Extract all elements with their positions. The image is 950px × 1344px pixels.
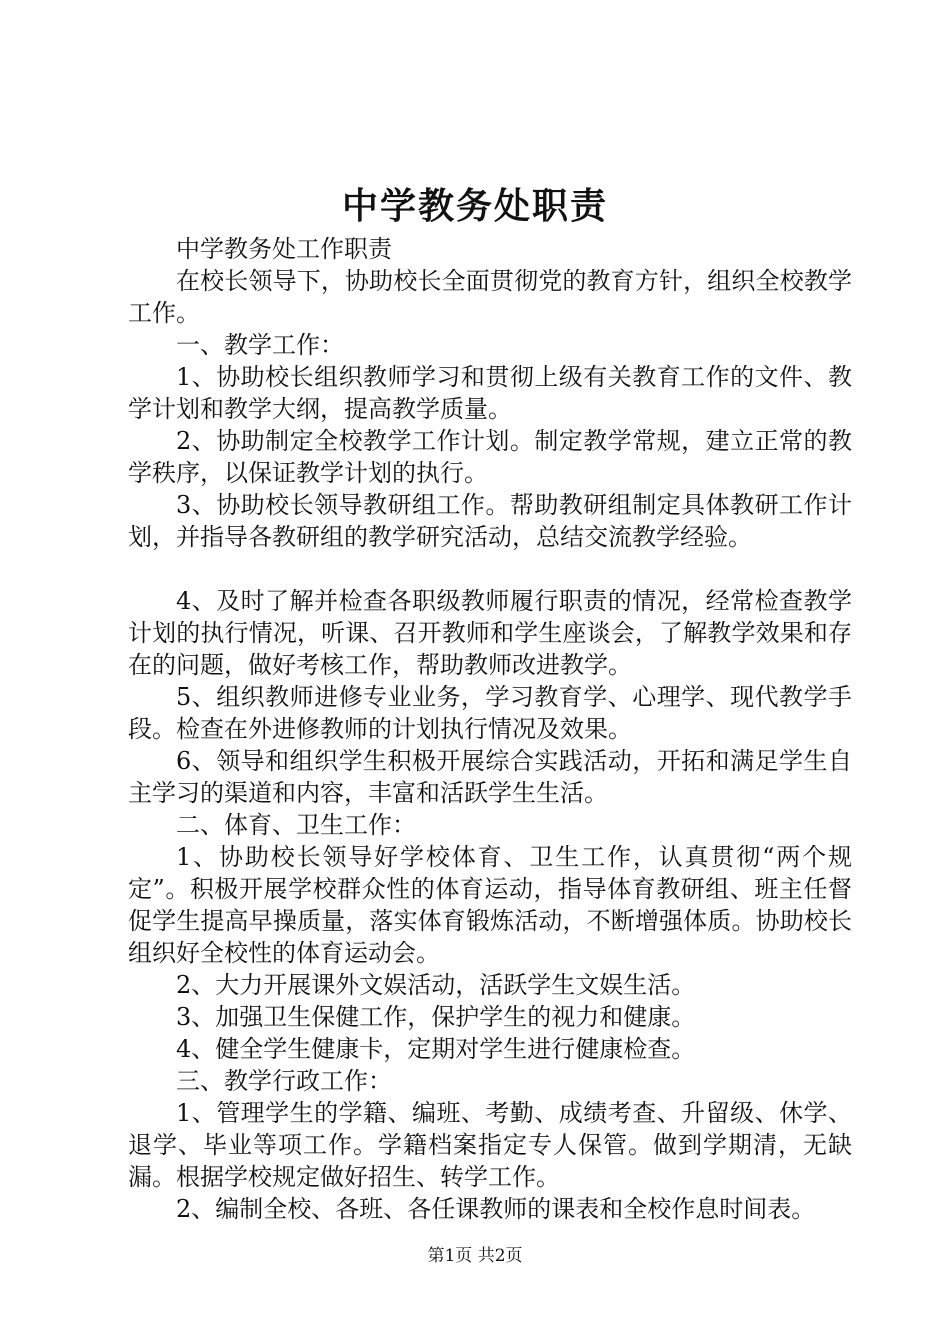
document-title: 中学教务处职责: [341, 186, 608, 227]
section-heading-teaching: 一、教学工作：: [176, 331, 344, 359]
paragraph: 4、及时了解并检查各职级教师履行职责的情况，经常检查教学计划的执行情况，听课、召开教师和学生座谈会，了解教学效果和存在的问题，做好考核工作，帮助教师改进教学。: [128, 587, 852, 679]
section-heading-sports-health: 二、体育、卫生工作：: [176, 811, 416, 839]
paragraph: 2、编制全校、各班、各任课教师的课表和全校作息时间表。: [176, 1195, 816, 1223]
paragraph: 1、协助校长领导好学校体育、卫生工作，认真贯彻“两个规定”。积极开展学校群众性的体育运动，指导体育教研组、班主任督促学生提高早操质量，落实体育锻炼活动，不断增强体质。协助校长组织好全校性的体育运动会。: [128, 843, 852, 967]
paragraph: 2、协助制定全校教学工作计划。制定教学常规，建立正常的教学秩序，以保证教学计划的执行。: [128, 427, 852, 487]
paragraph: 4、健全学生健康卡，定期对学生进行健康检查。: [176, 1035, 696, 1063]
section-heading-admin: 三、教学行政工作：: [176, 1067, 392, 1095]
paragraph: 在校长领导下，协助校长全面贯彻党的教育方针，组织全校教学工作。: [128, 267, 852, 327]
paragraph: 6、领导和组织学生积极开展综合实践活动，开拓和满足学生自主学习的渠道和内容，丰富和活跃学生生活。: [128, 747, 852, 807]
paragraph: 1、管理学生的学籍、编班、考勤、成绩考查、升留级、休学、退学、毕业等项工作。学籍档案指定专人保管。做到学期清，无缺漏。根据学校规定做好招生、转学工作。: [128, 1099, 852, 1191]
paragraph: 3、加强卫生保健工作，保护学生的视力和健康。: [176, 1003, 696, 1031]
paragraph-heading-intro: 中学教务处工作职责: [176, 235, 392, 263]
paragraph: 3、协助校长领导教研组工作。帮助教研组制定具体教研工作计划，并指导各教研组的教学研究活动，总结交流教学经验。: [128, 491, 852, 551]
document-body: [128, 233, 852, 1225]
page-footer: 第1页 共2页: [427, 1246, 523, 1266]
paragraph: 2、大力开展课外文娱活动，活跃学生文娱生活。: [176, 971, 696, 999]
paragraph: 5、组织教师进修专业业务，学习教育学、心理学、现代教学手段。检查在外进修教师的计划执行情况及效果。: [128, 683, 852, 743]
paragraph: 1、协助校长组织教师学习和贯彻上级有关教育工作的文件、教学计划和教学大纲，提高教学质量。: [128, 363, 852, 423]
